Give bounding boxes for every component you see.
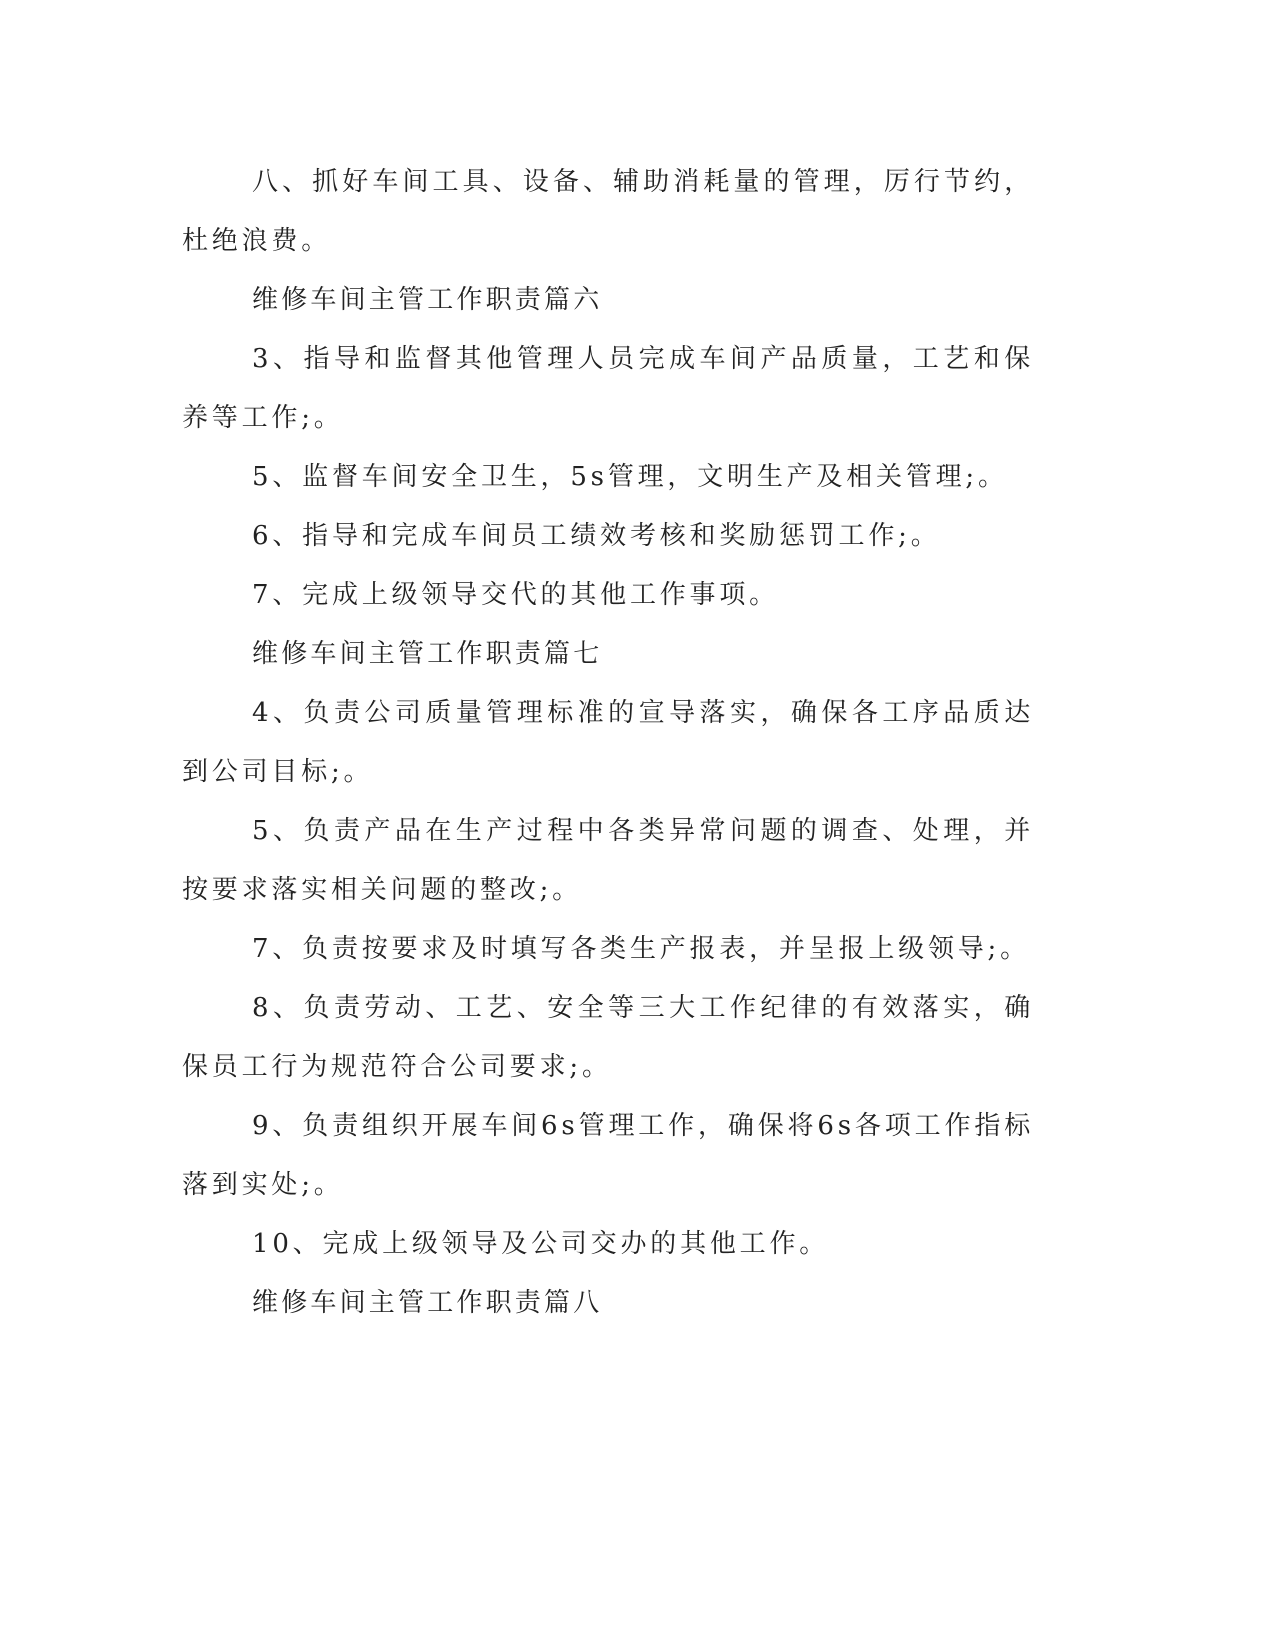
paragraph-item: 10、完成上级领导及公司交办的其他工作。 (252, 1229, 830, 1259)
document-body (182, 153, 1034, 1333)
paragraph-item: 5、负责产品在生产过程中各类异常问题的调查、处理，并按要求落实相关问题的整改;。 (182, 816, 1034, 905)
paragraph-item: 5、监督车间安全卫生，5s管理，文明生产及相关管理;。 (252, 462, 1008, 492)
paragraph-item: 7、完成上级领导交代的其他工作事项。 (252, 580, 779, 610)
paragraph-item: 4、负责公司质量管理标准的宣导落实，确保各工序品质达到公司目标;。 (182, 698, 1034, 787)
paragraph-item: 7、负责按要求及时填写各类生产报表，并呈报上级领导;。 (252, 934, 1030, 964)
paragraph-item: 3、指导和监督其他管理人员完成车间产品质量，工艺和保养等工作;。 (182, 344, 1034, 433)
section-heading-6: 维修车间主管工作职责篇六 (252, 285, 603, 315)
paragraph-item: 6、指导和完成车间员工绩效考核和奖励惩罚工作;。 (252, 521, 941, 551)
paragraph-item: 9、负责组织开展车间6s管理工作，确保将6s各项工作指标落到实处;。 (182, 1111, 1034, 1200)
paragraph-item-8: 八、抓好车间工具、设备、辅助消耗量的管理，厉行节约，杜绝浪费。 (182, 167, 1034, 256)
section-heading-7: 维修车间主管工作职责篇七 (252, 639, 603, 669)
section-heading-8: 维修车间主管工作职责篇八 (252, 1288, 603, 1318)
paragraph-item: 8、负责劳动、工艺、安全等三大工作纪律的有效落实，确保员工行为规范符合公司要求;。 (182, 993, 1034, 1082)
